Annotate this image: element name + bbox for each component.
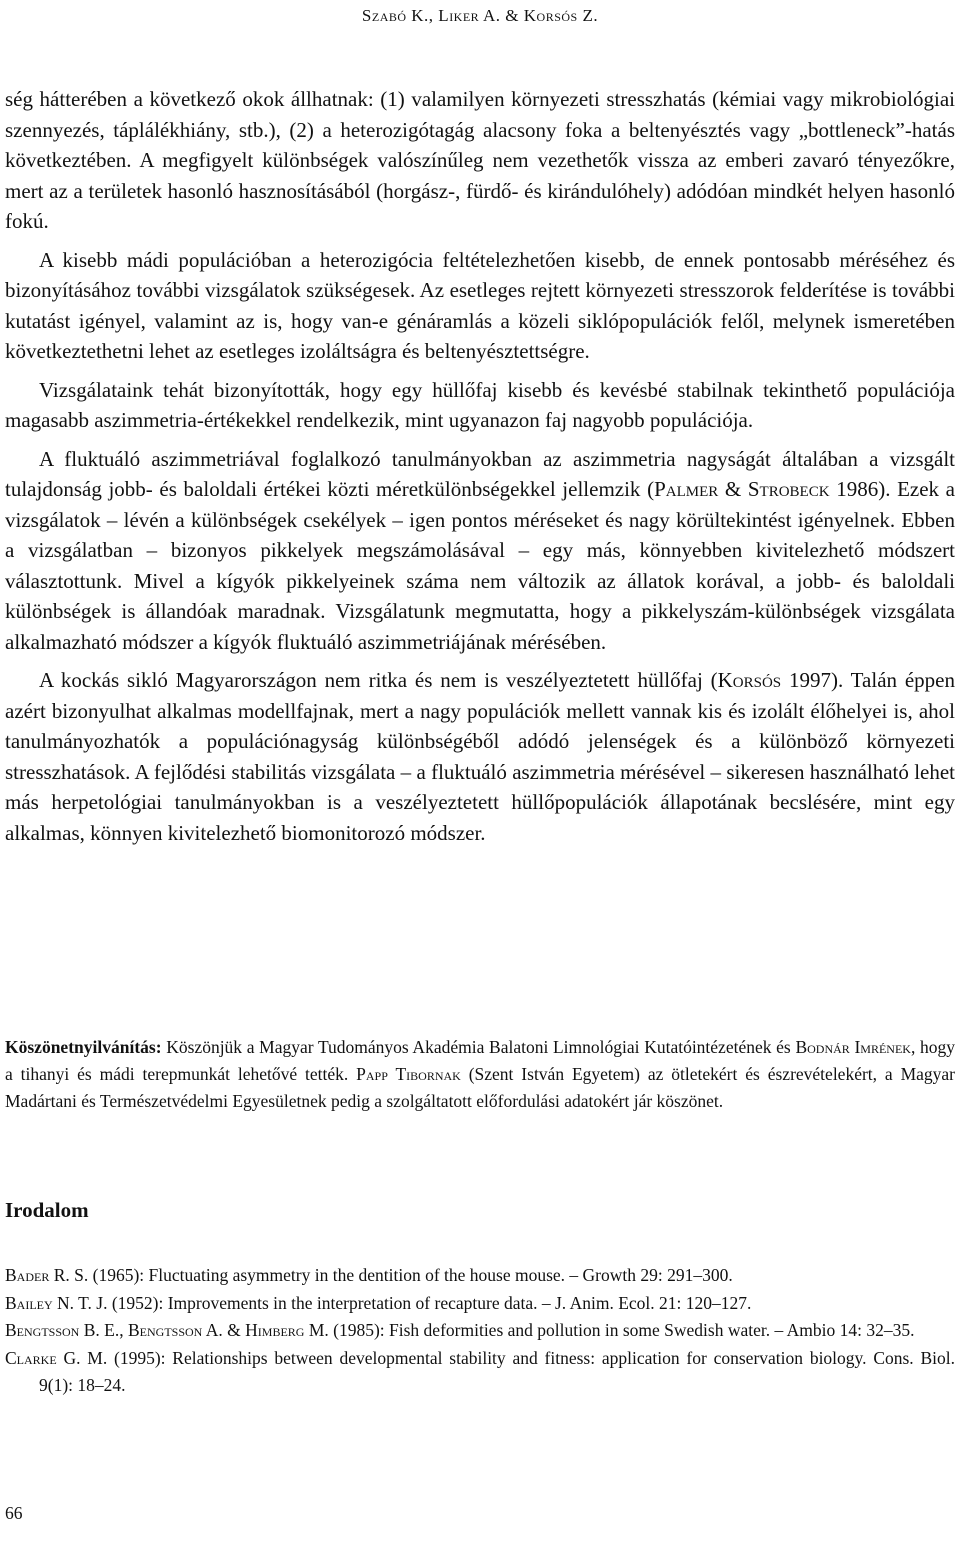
paragraph-1: ség hátterében a következő okok állhatnak: (1) valamilyen környezeti stresszhatás (kémiai vagy mikrobiológiai szennyezés, táplálékhiány, stb.), (2) a heterozigótagág alacsony foka a beltenyésztés vagy „bottleneck”-hatás következtében. A megfigyelt különbségek valószínűleg nem vezethetők vissza az emberi zavaró tényezőkre, mert az a területek hasonló hasznosításából (horgász-, fürdő- és kirándulóhely) adódóan mindkét helyen hasonló fokú. [5,87,955,233]
ref-text: G. M. (1995): Relationships between developmental stability and fitness: application for conservation biology. Cons. Biol. 9(1): 18‒24. [39,1347,955,1395]
paragraph-5 [5,665,955,848]
ack-text-2: , hogy a tihanyi és mádi terepmunkát lehetővé tették. [5,1037,956,1084]
ref-author: Bader [5,1265,50,1285]
ref-text: N. T. J. (1952): Improvements in the interpretation of recapture data. ‒ J. Anim. Ecol. 21: 120‒127. [52,1292,752,1313]
ref-author: Himberg [245,1320,305,1340]
paragraph-3: Vizsgálataink tehát bizonyították, hogy egy hüllőfaj kisebb és kevésbé stabilnak tekinthető populációja magasabb aszimmetria-értékekkel rendelkezik, mint ugyanazon faj nagyobb populációja. [5,377,955,432]
ref-text: M. (1985): Fish deformities and pollution in some Swedish water. ‒ Ambio 14: 32‒35. [304,1320,915,1340]
ack-label: Köszönetnyilvánítás: [5,1037,162,1057]
running-head: Szabó K., Liker A. & Korsós Z. [361,6,599,25]
ref-author: Clarke [5,1347,57,1368]
reference-item [5,1290,955,1318]
ref-author: Bengtsson [5,1320,80,1340]
reference-item [5,1262,955,1290]
p5-text-b: 1997). Talán éppen azért bizonyulhat alkalmas modellfajnak, mert a nagy populációk mellett vannak kis és izolált élőhelyei is, ahol tanulmányozhatók a populációnagyság különbségéből adódó jelenségek és a különböző környezeti stresszhatások. A fejlődési stabilitás vizsgálata ‒ a fluktuáló aszimmetria mérésével ‒ sikeresen használható lehet más herpetológiai tanulmányokban is a veszélyeztetett hüllőpopulációk állapotának becslésére, mint egy alkalmas, könnyen kivitelezhető biomonitorozó módszer. [5,668,955,845]
reference-item [5,1317,955,1345]
ref-text: B. E., [79,1320,128,1340]
references-heading: Irodalom [5,1198,89,1222]
acknowledgements [5,1034,955,1115]
p4-text-a: A fluktuáló aszimmetriával foglalkozó tanulmányokban az aszimmetria nagyságát általában a vizsgált tulajdonság jobb- és baloldali értékei közti méretkülönbségekkel jellemzik ( [5,446,955,501]
p4-text-b: 1986). Ezek a vizsgálatok ‒ lévén a különbségek csekélyek ‒ igen pontos méréseket és nagy körültekintést igényelnek. Ebben a vizsgálatban ‒ bizonyos pikkelyek megszámolásával ‒ egy más, könnyebben kivitelezhető módszert választottunk. Mivel a kígyók pikkelyeinek száma nem változik az állatok korával, a jobb- és baloldali különbségek is állandóak maradnak. Vizsgálatunk megmutatta, hogy a pikkelyszám-különbségek vizsgálata alkalmazható módszer a kígyók fluktuáló aszimmetriájának mérésében. [5,477,956,654]
ack-name-1: Bodnár Imrének [795,1037,911,1057]
paragraph-4 [5,444,955,658]
ack-text-3: (Szent István Egyetem) az ötletekért és észrevételekért, a Magyar Madártani és Természetvédelmi Egyesületnek pedig a szolgáltatott előfordulási adatokért jár köszönet. [5,1064,955,1111]
main-text [5,84,955,856]
ack-text-1: Köszönjük a Magyar Tudományos Akadémia Balatoni Limnológiai Kutatóintézetének és [161,1037,796,1057]
citation-korsos: Korsós [717,668,782,692]
ref-text: R. S. (1965): Fluctuating asymmetry in the dentition of the house mouse. ‒ Growth 29: 291‒300. [49,1265,733,1285]
ref-text: A. & [202,1320,246,1340]
references-list [5,1262,955,1400]
reference-item [5,1345,955,1400]
paragraph-2: A kisebb mádi populációban a heterozigócia feltételezhetően kisebb, de ennek pontosabb méréséhez és bizonyításához további vizsgálatok szükségesek. Az esetleges rejtett környezeti stresszorok felderítése is további kutatást igényel, valamint az is, hogy van-e génáramlás a közeli siklópopulációk felől, melynek ismeretében következtethetni lehet az esetleges izoláltságra és beltenyésztettségre. [5,247,955,363]
citation-palmer-strobeck: Palmer & Strobeck [654,477,830,501]
ref-author: Bailey [5,1292,53,1313]
p5-text-a: A kockás sikló Magyarországon nem ritka és nem is veszélyeztetett hüllőfaj ( [39,668,718,692]
ack-name-2: Papp Tibornak [356,1064,461,1084]
page-number: 66 [5,1503,23,1523]
ref-author: Bengtsson [127,1320,203,1340]
